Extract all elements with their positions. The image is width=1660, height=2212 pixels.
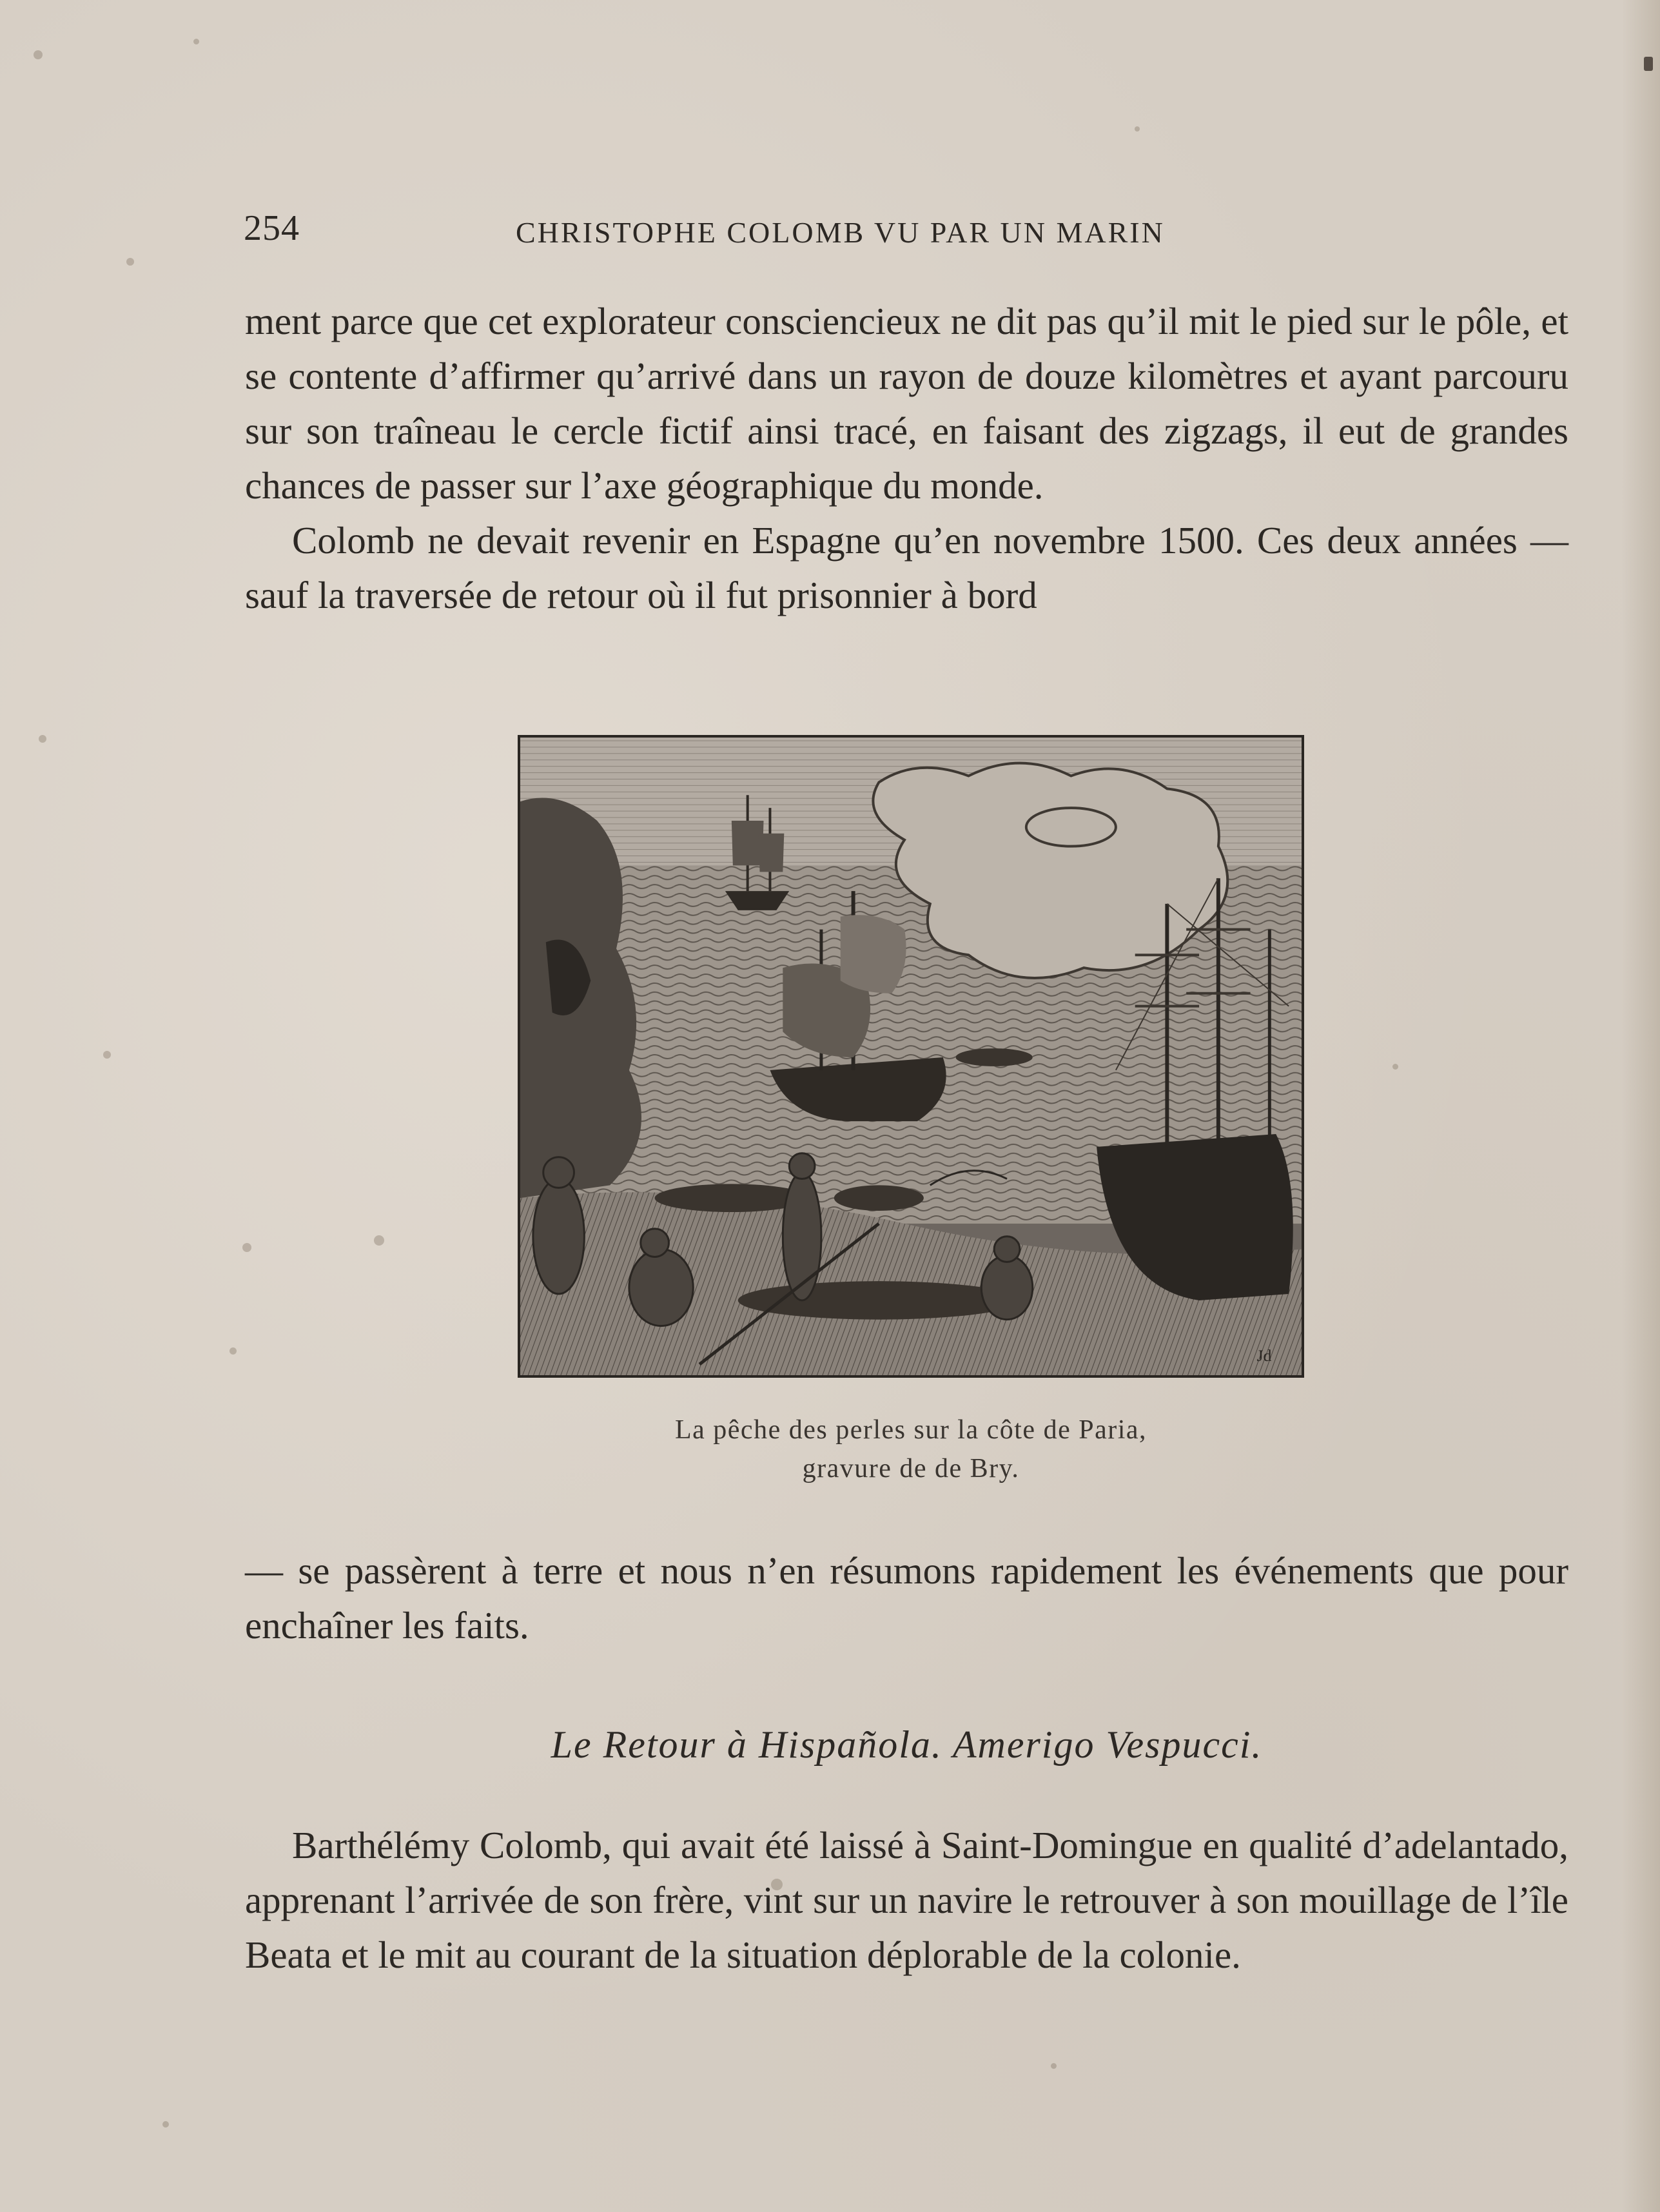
- paper-speck: [103, 1051, 111, 1059]
- paragraph: Colomb ne devait revenir en Espagne qu’en novembre 1500. Ces deux années — sauf la traversée de retour où il fut prisonnier à bord: [245, 519, 1568, 616]
- engraving-drawing: [520, 738, 1302, 1375]
- paper-speck: [193, 39, 199, 44]
- paragraph: — se passèrent à terre et nous n’en résumons rapidement les événements que pour enchaîner les faits.: [245, 1549, 1568, 1647]
- paper-speck: [1644, 57, 1653, 71]
- body-text-middle: [245, 1543, 1568, 1653]
- paragraph: ment parce que cet explorateur consciencieux ne dit pas qu’il mit le pied sur le pôle, et se contente d’affirmer qu’arrivé dans un rayon de douze kilomètres et ayant parcouru sur son traîneau le cercle fictif ainsi tracé, en faisant des zigzags, il eut de grandes chances de passer sur l’axe géographique du monde.: [245, 300, 1568, 507]
- paper-speck: [229, 1347, 237, 1355]
- paper-speck: [1051, 2063, 1057, 2069]
- paragraph: Barthélémy Colomb, qui avait été laissé à Saint-Domingue en qualité d’adelantado, apprenant l’arrivée de son frère, vint sur un navire le retrouver à son mouillage de l’île Beata et le mit au courant de la situation déplorable de la colonie.: [245, 1824, 1568, 1976]
- small-boat: [956, 1048, 1033, 1066]
- paper-speck: [1135, 126, 1140, 132]
- body-text-bottom: [245, 1818, 1568, 1982]
- running-title: CHRISTOPHE COLOMB VU PAR UN MARIN: [516, 216, 1165, 249]
- paper-speck: [39, 735, 46, 743]
- paper-speck: [242, 1243, 251, 1252]
- body-text-top: [245, 294, 1568, 623]
- paper-speck: [374, 1235, 384, 1246]
- page-number: 254: [244, 208, 300, 248]
- paper-speck: [126, 258, 134, 266]
- paper-speck: [34, 50, 43, 59]
- paper-speck: [162, 2121, 169, 2128]
- caption-line: La pêche des perles sur la côte de Paria,: [674, 1415, 1147, 1445]
- figure-caption: [518, 1411, 1304, 1488]
- engraving-signature: Jd: [1256, 1346, 1272, 1365]
- paper-speck: [1392, 1064, 1398, 1070]
- section-heading: Le Retour à Hispañola. Amerigo Vespucci.: [551, 1723, 1263, 1766]
- caption-line: gravure de de Bry.: [802, 1454, 1020, 1483]
- page-edge-shadow: [1621, 0, 1660, 2212]
- engraving-illustration: [518, 735, 1304, 1378]
- small-boat: [834, 1185, 924, 1211]
